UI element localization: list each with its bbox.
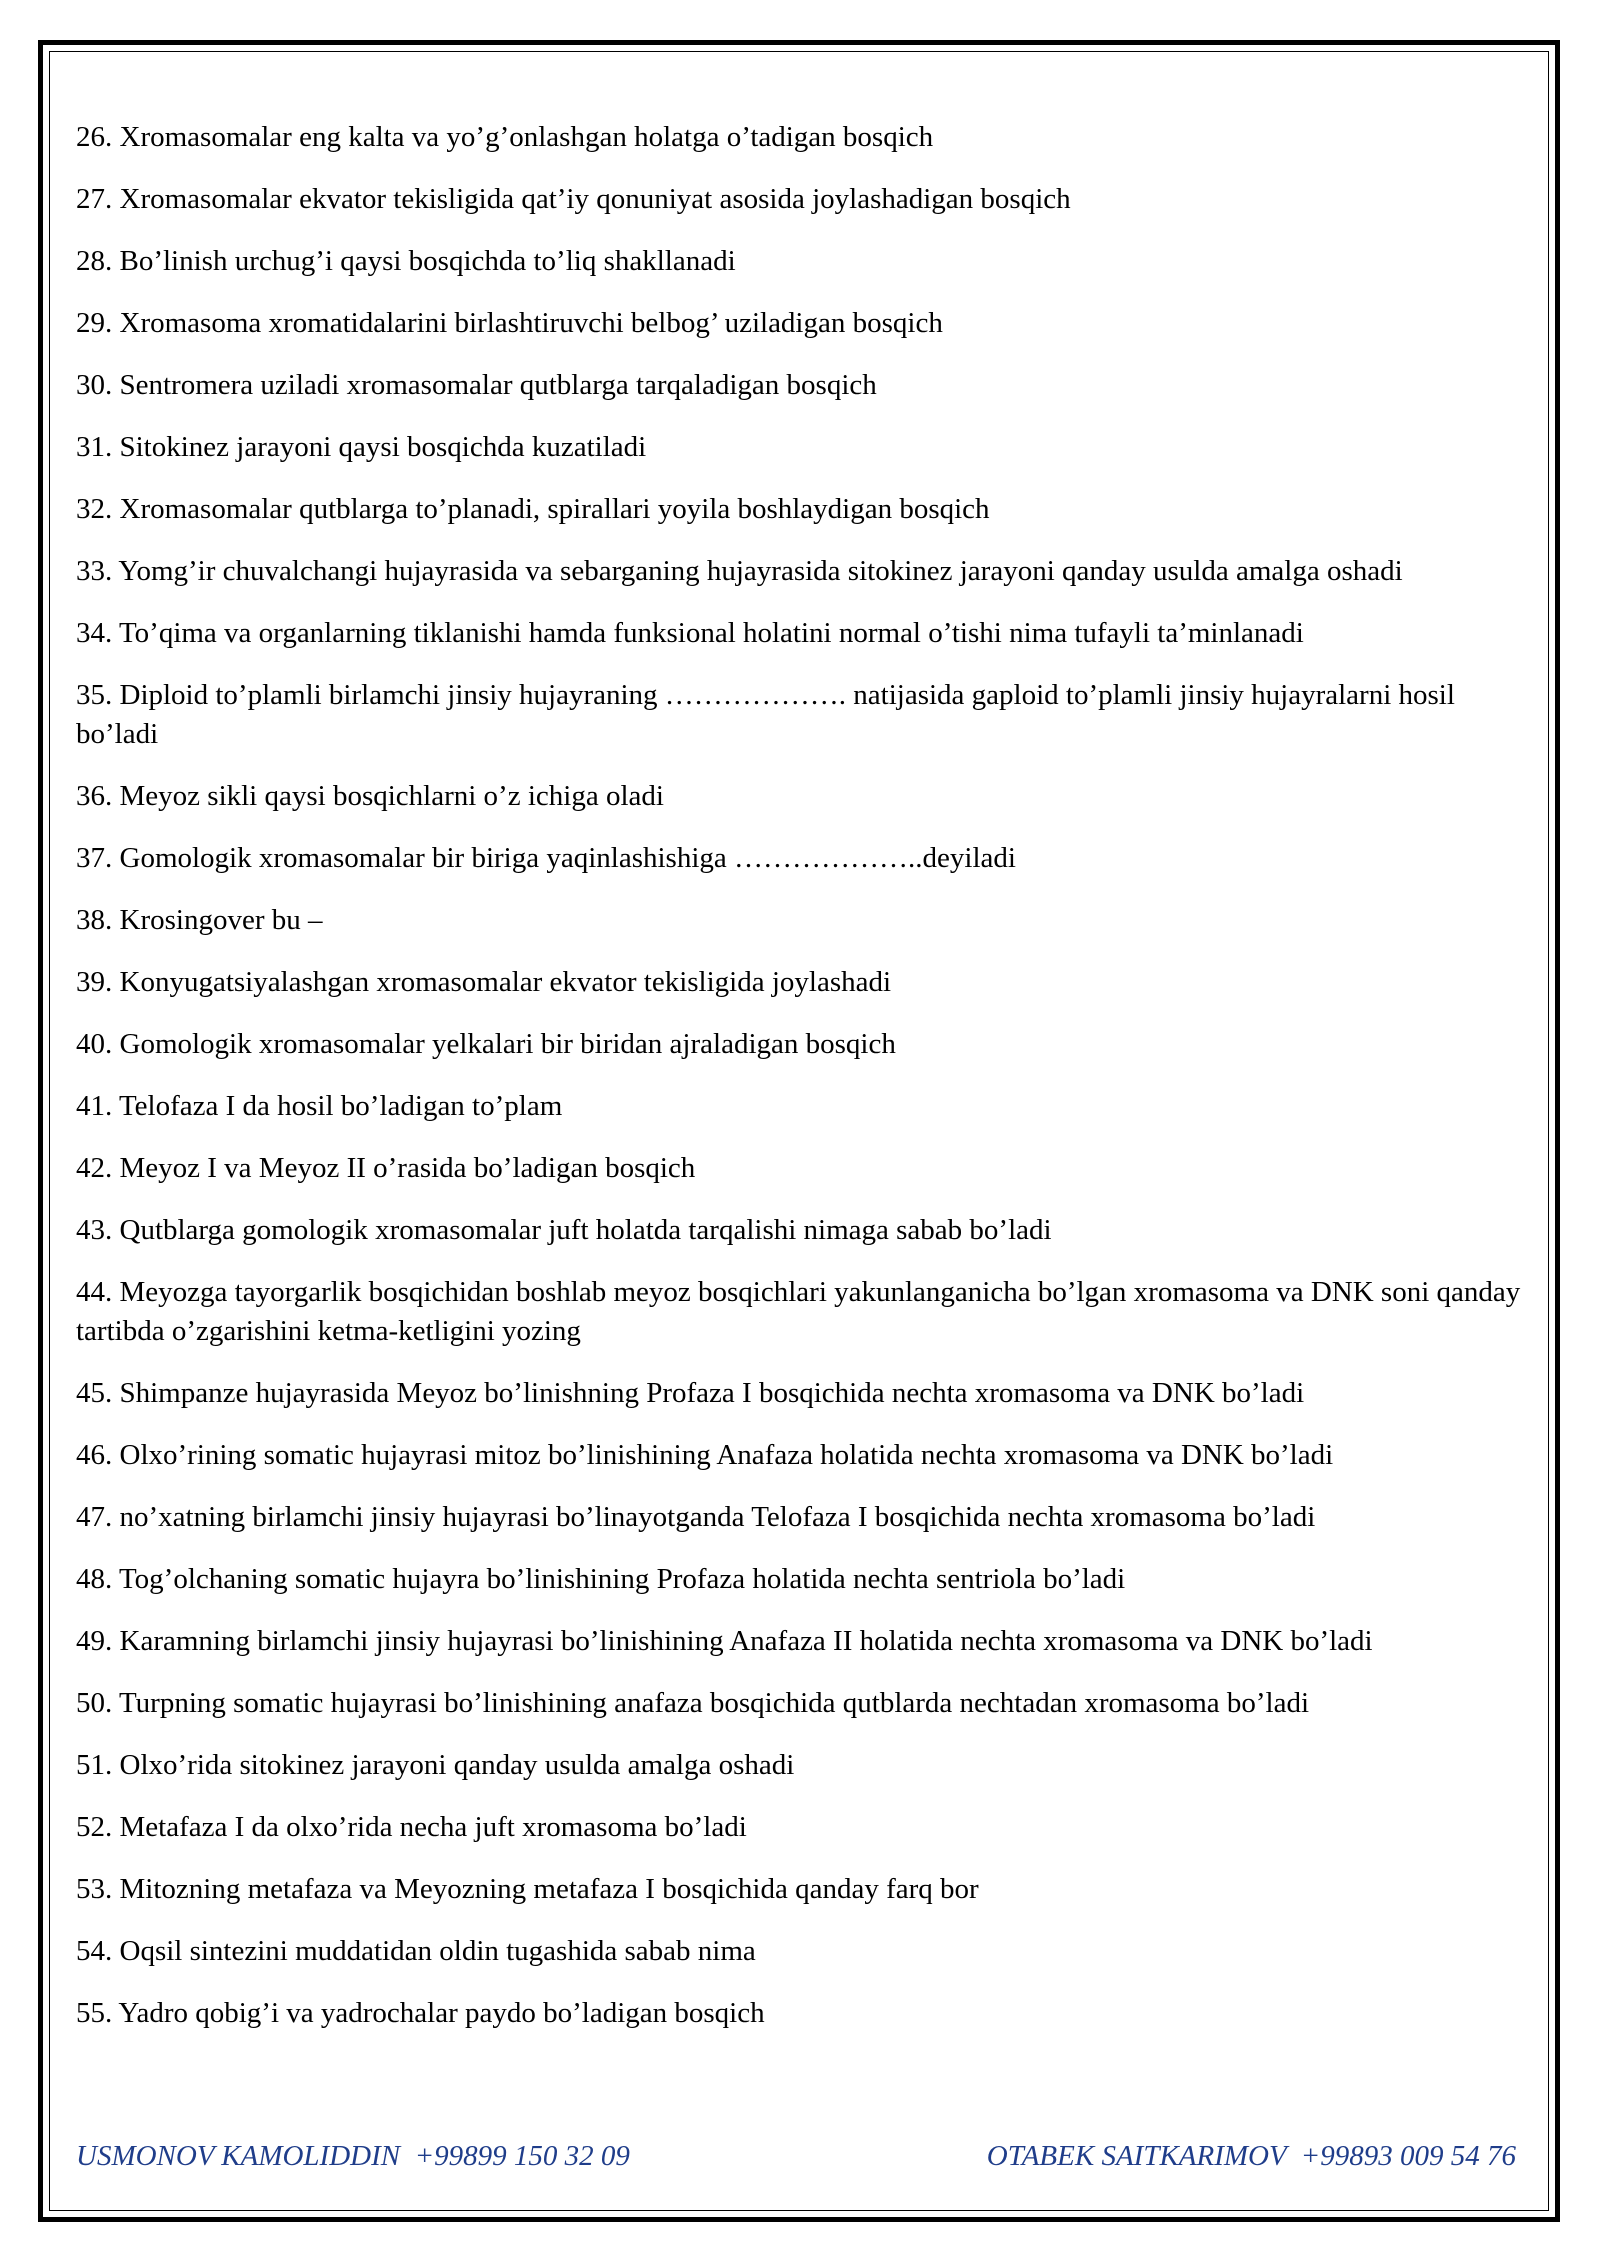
question-item: 52. Metafaza I da olxo’rida necha juft xromasoma bo’ladi	[76, 1811, 747, 1843]
question-item: 41. Telofaza I da hosil bo’ladigan to’plam	[76, 1090, 563, 1122]
page-footer	[76, 2140, 1516, 2180]
question-item: 44. Meyozga tayorgarlik bosqichidan boshlab meyoz bosqichlari yakunlanganicha bo’lgan xromasoma va DNK soni qanday tartibda o’zgarishini ketma-ketligini yozing	[76, 1276, 1521, 1347]
question-item: 30. Sentromera uziladi xromasomalar qutblarga tarqaladigan bosqich	[76, 369, 877, 401]
question-item: 33. Yomg’ir chuvalchangi hujayrasida va sebarganing hujayrasida sitokinez jarayoni qanday usulda amalga oshadi	[76, 555, 1403, 587]
question-item: 27. Xromasomalar ekvator tekisligida qat’iy qonuniyat asosida joylashadigan bosqich	[76, 183, 1071, 215]
question-item: 42. Meyoz I va Meyoz II o’rasida bo’ladigan bosqich	[76, 1152, 696, 1184]
question-item: 53. Mitozning metafaza va Meyozning metafaza I bosqichida qanday farq bor	[76, 1873, 979, 1905]
question-item: 26. Xromasomalar eng kalta va yo’g’onlashgan holatga o’tadigan bosqich	[76, 121, 934, 153]
question-item: 54. Oqsil sintezini muddatidan oldin tugashida sabab nima	[76, 1935, 756, 1967]
question-item: 39. Konyugatsiyalashgan xromasomalar ekvator tekisligida joylashadi	[76, 966, 892, 998]
question-item: 50. Turpning somatic hujayrasi bo’linishining anafaza bosqichida qutblarda nechtadan xromasoma bo’ladi	[76, 1687, 1310, 1719]
question-item: 47. no’xatning birlamchi jinsiy hujayrasi bo’linayotganda Telofaza I bosqichida nechta xromasoma bo’ladi	[76, 1501, 1316, 1533]
question-item: 28. Bo’linish urchug’i qaysi bosqichda to’liq shakllanadi	[76, 245, 736, 277]
question-item: 29. Xromasoma xromatidalarini birlashtiruvchi belbog’ uziladigan bosqich	[76, 307, 943, 339]
question-item: 38. Krosingover bu –	[76, 904, 323, 936]
question-item: 49. Karamning birlamchi jinsiy hujayrasi bo’linishining Anafaza II holatida nechta xromasoma va DNK bo’ladi	[76, 1625, 1373, 1657]
question-item: 34. To’qima va organlarning tiklanishi hamda funksional holatini normal o’tishi nima tufayli ta’minlanadi	[76, 617, 1304, 649]
question-item: 37. Gomologik xromasomalar bir biriga yaqinlashishiga ………………..deyiladi	[76, 842, 1016, 874]
question-item: 51. Olxo’rida sitokinez jarayoni qanday usulda amalga oshadi	[76, 1749, 795, 1781]
question-item: 55. Yadro qobig’i va yadrochalar paydo bo’ladigan bosqich	[76, 1997, 765, 2029]
question-item: 40. Gomologik xromasomalar yelkalari bir biridan ajraladigan bosqich	[76, 1028, 896, 1060]
question-item: 46. Olxo’rining somatic hujayrasi mitoz bo’linishining Anafaza holatida nechta xromasoma va DNK bo’ladi	[76, 1439, 1334, 1471]
question-item: 48. Tog’olchaning somatic hujayra bo’linishining Profaza holatida nechta sentriola bo’ladi	[76, 1563, 1126, 1595]
question-item: 31. Sitokinez jarayoni qaysi bosqichda kuzatiladi	[76, 431, 647, 463]
footer-author-right: OTABEK SAITKARIMOV +99893 009 54 76	[986, 2140, 1516, 2172]
question-item: 32. Xromasomalar qutblarga to’planadi, spirallari yoyila boshlaydigan bosqich	[76, 493, 990, 525]
question-item: 36. Meyoz sikli qaysi bosqichlarni o’z ichiga oladi	[76, 780, 664, 812]
question-item: 43. Qutblarga gomologik xromasomalar juft holatda tarqalishi nimaga sabab bo’ladi	[76, 1214, 1052, 1246]
question-item: 45. Shimpanze hujayrasida Meyoz bo’linishning Profaza I bosqichida nechta xromasoma va DNK bo’ladi	[76, 1377, 1305, 1409]
question-list	[76, 118, 1536, 2056]
question-item: 35. Diploid to’plamli birlamchi jinsiy hujayraning ………………. natijasida gaploid to’plamli jinsiy hujayralarni hosil bo’ladi	[76, 679, 1455, 750]
footer-author-left: USMONOV KAMOLIDDIN +99899 150 32 09	[76, 2140, 630, 2172]
